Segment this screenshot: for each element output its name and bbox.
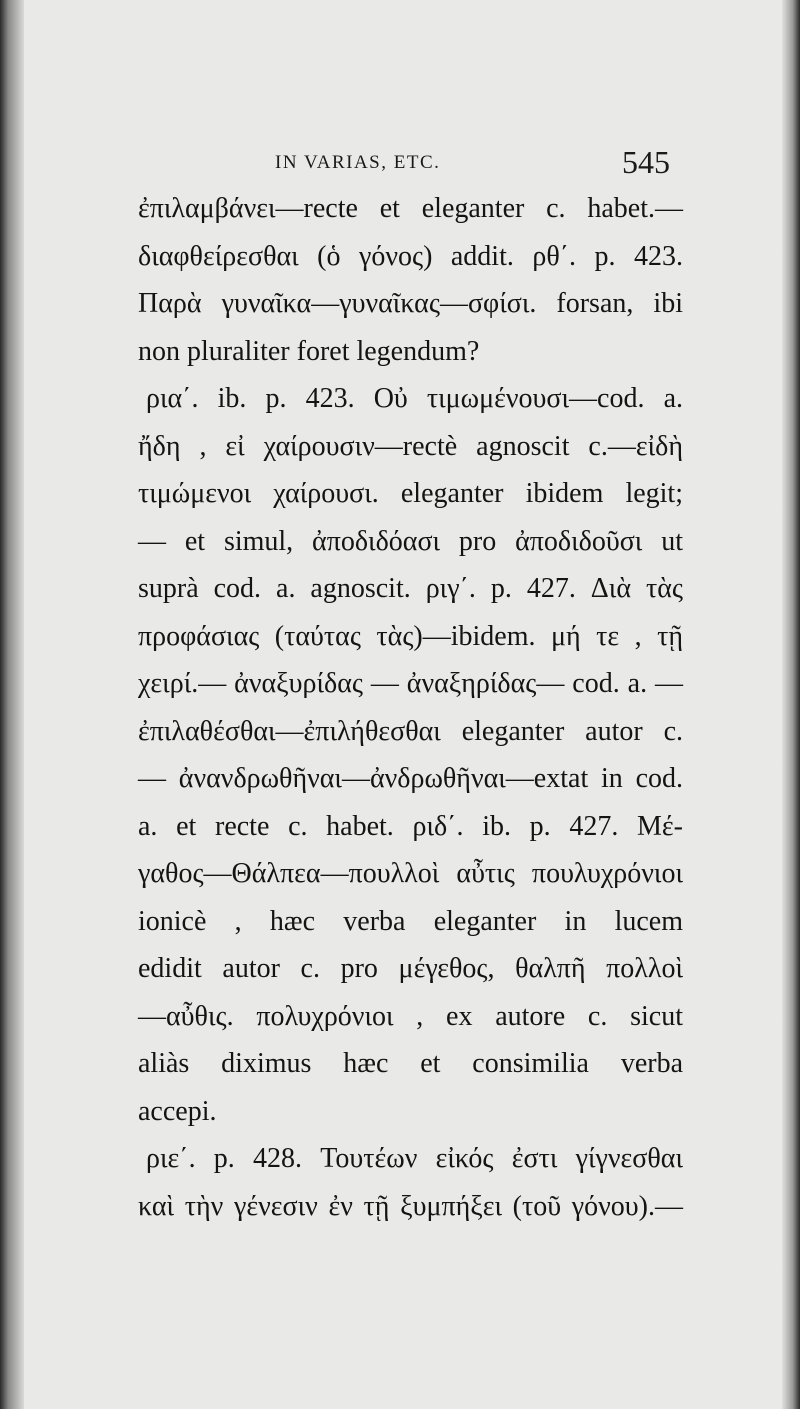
text-line: aliàs diximus hæc et consimilia verba <box>138 1048 683 1079</box>
text-line: non pluraliter foret legendum? <box>138 335 480 367</box>
text-line: καὶ τὴν γένεσιν ἐν τῇ ξυμπήξει (τοῦ γόνου).— <box>138 1190 683 1222</box>
text-line: ἤδη , εἰ χαίρουσιν—rectè agnoscit c.—εἰδὴ <box>138 430 683 462</box>
text-line: ρια΄. ib. p. 423. Οὐ τιμωμένουσι—cod. a. <box>146 383 683 414</box>
text-line: διαφθείρεσθαι (ὁ γόνος) addit. ρθ΄. p. 423. <box>138 240 683 272</box>
page-left-edge-shadow <box>0 0 24 1409</box>
text-line: προφάσιας (ταύτας τὰς)—ibidem. μή τε , τῇ <box>138 620 683 652</box>
text-line: ionicè , hæc verba eleganter in lucem <box>138 905 683 937</box>
text-line: ριε΄. p. 428. Τουτέων εἰκός ἐστι γίγνεσθαι <box>146 1143 683 1174</box>
text-line: edidit autor c. pro μέγεθος, θαλπῆ πολλοὶ <box>138 953 683 984</box>
text-line: Παρὰ γυναῖκα—γυναῖκας—σφίσι. forsan, ibi <box>138 288 683 319</box>
page-number: 545 <box>622 144 670 180</box>
text-line: accepi. <box>138 1095 217 1127</box>
text-line: —αὖθις. πολυχρόνιοι , ex autore c. sicut <box>138 1000 683 1032</box>
text-line: ἐπιλαθέσθαι—ἐπιλήθεσθαι eleganter autor c. <box>138 715 683 747</box>
text-line: γαθος—Θάλπεα—πουλλοὶ αὖτις πουλυχρόνιοι <box>138 858 683 889</box>
text-line: a. et recte c. habet. ριδ΄. ib. p. 427. Μέ- <box>138 810 683 842</box>
text-line: χειρί.— ἀναξυρίδας — ἀναξηρίδας— cod. a. — <box>138 668 683 699</box>
text-line: ἐπιλαμβάνει—recte et eleganter c. habet.— <box>138 193 683 224</box>
body-text <box>138 185 683 1230</box>
running-head <box>0 140 800 190</box>
text-line: τιμώμενοι χαίρουσι. eleganter ibidem legit; <box>138 478 683 509</box>
page-right-edge-shadow <box>782 0 800 1409</box>
text-line: — ἀνανδρωθῆναι—ἀνδρωθῆναι—extat in cod. <box>138 763 683 794</box>
running-head-title: IN VARIAS, ETC. <box>275 152 441 173</box>
text-line: suprà cod. a. agnoscit. ριγ΄. p. 427. Διὰ τὰς <box>138 573 683 604</box>
text-line: — et simul, ἀποδιδόασι pro ἀποδιδοῦσι ut <box>138 525 683 557</box>
